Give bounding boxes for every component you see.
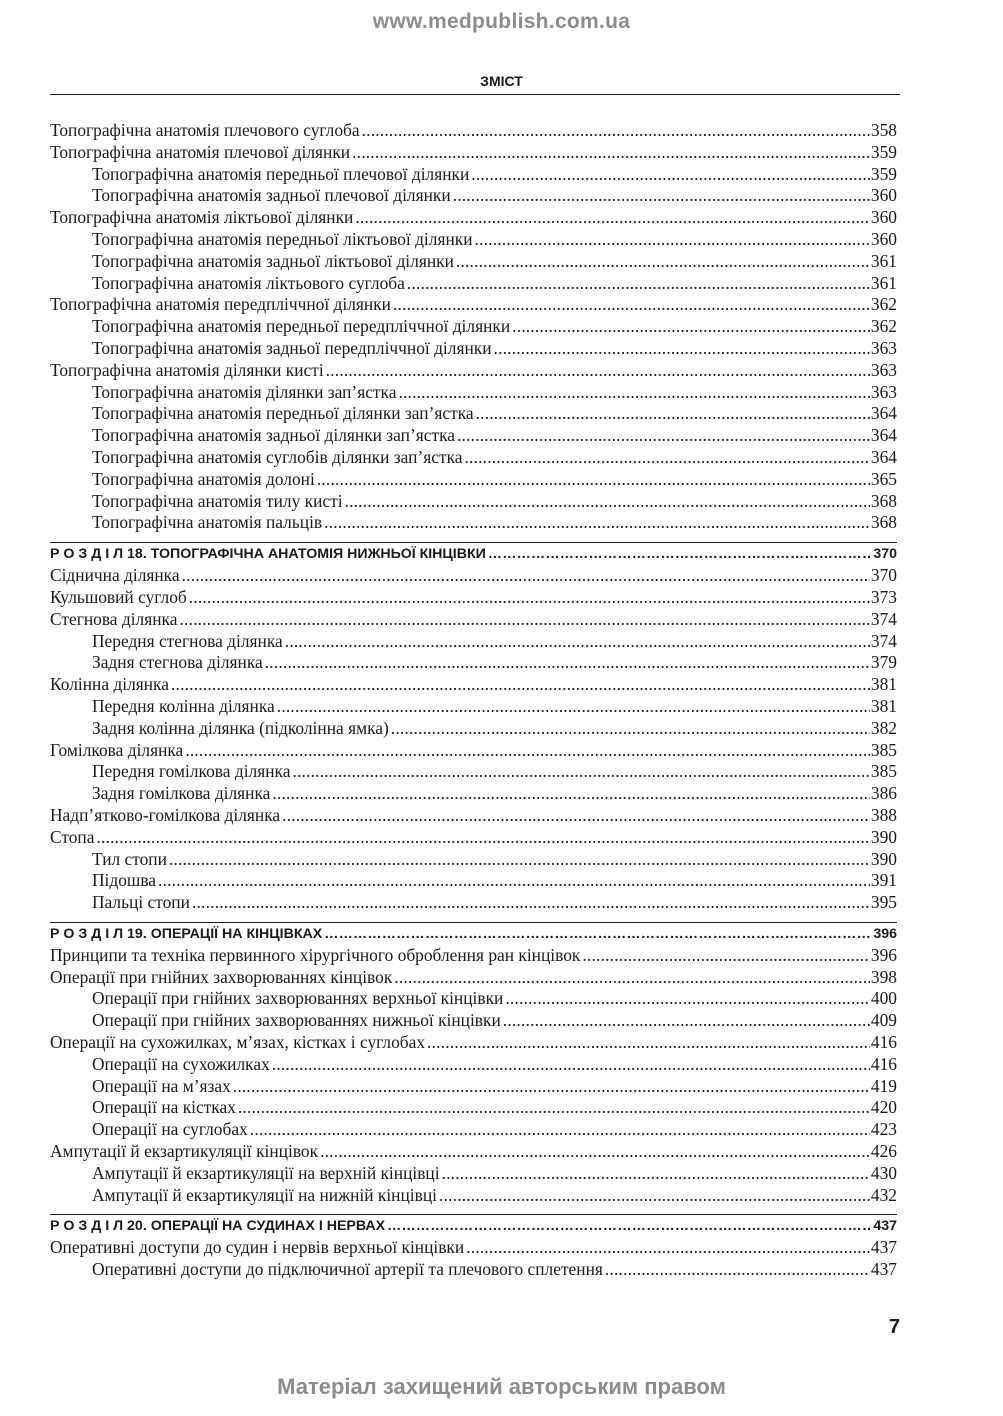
toc-entry [50,120,897,142]
toc-page-number: 390 [870,826,897,847]
toc-dot-leader [427,1032,870,1054]
toc-entry-title: Топографічна анатомія тилу кисті [92,490,343,511]
toc-dot-leader [317,469,870,491]
toc-page-number: 420 [870,1097,897,1118]
toc-page-number: 385 [870,761,897,782]
toc-entry-title: Топографічна анатомія ліктьового суглоба [92,272,405,293]
toc-dot-leader [179,609,869,631]
toc-entry-title: Передня стегнова ділянка [92,630,283,651]
toc-dot-leader [192,892,870,914]
toc-page-number: 361 [870,272,897,293]
toc-dot-leader [475,229,870,251]
toc-page-number: 361 [870,250,897,271]
toc-entry [50,294,897,316]
toc-entry-title: Топографічна анатомія ділянки зап’ястка [92,381,397,402]
toc-entry-title: Топографічна анатомія ліктьової ділянки [50,207,354,228]
toc-dot-leader [345,491,870,513]
toc-subentry [50,403,897,425]
toc-entry-title: Передня гомілкова ділянка [92,761,291,782]
toc-subentry [50,1054,897,1076]
toc-dot-leader [391,718,870,740]
toc-dot-leader [503,1010,870,1032]
toc-entry-title: Операції на кістках [92,1097,236,1118]
toc-entry-title: Операції на м’язах [92,1075,231,1096]
toc-page-number: 360 [870,228,897,249]
toc-dot-leader [169,849,870,871]
toc-page-number: 362 [870,294,897,315]
toc-page-number: 416 [870,1053,897,1074]
toc-entry [50,360,897,382]
toc-subentry [50,491,897,513]
toc-subentry [50,652,897,674]
toc-page-number: 396 [870,944,897,965]
toc-page-number: 396 [873,925,897,942]
page-number: 7 [888,1316,900,1338]
toc-entry-title: Топографічна анатомія плечової ділянки [50,141,351,162]
toc-entry-title: Р О З Д І Л 18. ТОПОГРАФІЧНА АНАТОМІЯ НИЖНЬОЇ КІНЦІВКИ [50,546,486,563]
toc-subentry [50,988,897,1010]
toc-entry-title: Оперативні доступи до підключичної артерії та плечового сплетення [92,1259,603,1280]
toc-entry-title: Топографічна анатомія ділянки кисті [50,359,324,380]
toc-dot-leader [277,696,870,718]
toc-subentry [50,783,897,805]
toc-page-number: 359 [870,141,897,162]
toc-dot-leader [407,273,870,295]
toc-page-number: 437 [870,1237,897,1258]
toc-dot-leader [238,1097,870,1119]
toc-dot-leader [355,207,870,229]
toc-page-number: 426 [870,1141,897,1162]
toc-subentry [50,849,897,871]
toc-page-number: 391 [870,870,897,891]
toc-subentry [50,185,897,207]
toc-page-number: 368 [870,490,897,511]
toc-page-number: 398 [870,966,897,987]
toc-page-number: 379 [870,652,897,673]
toc-page-number: 381 [870,674,897,695]
toc-entry [50,142,897,164]
toc-subentry [50,761,897,783]
toc-entry-title: Топографічна анатомія передньої ділянки зап’ястка [92,403,474,424]
toc-dot-leader [282,805,870,827]
toc-dot-leader [352,142,870,164]
toc-page-number: 388 [870,804,897,825]
toc-entry [50,609,897,631]
toc-subentry [50,631,897,653]
toc-subentry [50,696,897,718]
toc-entry-title: Сіднична ділянка [50,565,180,586]
toc-page-number: 363 [870,337,897,358]
toc-dot-leader [398,382,869,404]
toc-entry-title: Топографічна анатомія задньої ліктьової ділянки [92,250,454,271]
toc-entry [50,674,897,696]
toc-entry [50,1237,897,1259]
toc-subentry [50,718,897,740]
toc-entry-title: Топографічна анатомія передньої передпліччної ділянки [92,316,511,337]
toc-dot-leader [324,923,872,945]
toc-dot-leader [456,251,870,273]
toc-subentry [50,1185,897,1207]
toc-page-number: 360 [870,185,897,206]
toc-subentry [50,425,897,447]
toc-page-number: 432 [870,1184,897,1205]
toc-entry-title: Гомілкова ділянка [50,739,184,760]
toc-dot-leader [387,1215,872,1237]
toc-entry-title: Операції на сухожилках [92,1053,270,1074]
toc-page-number: 390 [870,848,897,869]
toc-page-number: 437 [870,1259,897,1280]
toc-entry-title: Тил стопи [92,848,167,869]
toc-subentry [50,1259,897,1281]
toc-page-number: 386 [870,783,897,804]
toc-dot-leader [326,360,870,382]
toc-entry-title: Топографічна анатомія плечового суглоба [50,120,360,140]
toc-dot-leader [158,870,870,892]
toc-dot-leader [457,425,870,447]
toc-entry-title: Операції при гнійних захворюваннях нижньої кінцівки [92,1010,501,1031]
toc-page-number: 370 [870,565,897,586]
toc-page-number: 364 [870,403,897,424]
table-of-contents [50,120,897,1281]
toc-entry-title: Оперативні доступи до судин і нервів верхньої кінцівки [50,1237,465,1258]
toc-dot-leader [272,783,870,805]
toc-entry [50,1032,897,1054]
toc-dot-leader [285,631,870,653]
toc-entry [50,587,897,609]
toc-page-number: 358 [870,120,897,140]
toc-entry-title: Пальці стопи [92,892,190,913]
toc-page-number: 362 [870,316,897,337]
toc-subentry [50,1163,897,1185]
toc-dot-leader [505,988,870,1010]
toc-page-number: 419 [870,1075,897,1096]
toc-entry [50,827,897,849]
toc-dot-leader [233,1076,870,1098]
toc-entry-title: Ампутації й екзартикуляції на нижній кінцівці [92,1184,437,1205]
toc-subentry [50,1119,897,1141]
toc-dot-leader [442,1163,870,1185]
toc-section-heading [50,542,897,565]
toc-entry-title: Топографічна анатомія пальців [92,512,323,533]
toc-entry-title: Принципи та техніка первинного хірургічного оброблення ран кінцівок [50,944,581,965]
toc-subentry [50,164,897,186]
toc-dot-leader [171,674,870,696]
toc-page-number: 364 [870,446,897,467]
toc-page-number: 381 [870,695,897,716]
toc-page-number: 373 [870,586,897,607]
toc-subentry [50,382,897,404]
toc-dot-leader [250,1119,870,1141]
toc-subentry [50,251,897,273]
toc-dot-leader [605,1259,870,1281]
toc-entry-title: Стопа [50,826,95,847]
toc-dot-leader [320,1141,870,1163]
toc-subentry [50,316,897,338]
toc-entry [50,945,897,967]
toc-page-number: 409 [870,1010,897,1031]
toc-entry [50,805,897,827]
toc-entry-title: Топографічна анатомія передньої плечової ділянки [92,163,470,184]
toc-entry-title: Операції на суглобах [92,1119,248,1140]
toc-dot-leader [453,185,870,207]
toc-subentry [50,447,897,469]
toc-entry-title: Р О З Д І Л 19. ОПЕРАЦІЇ НА КІНЦІВКАХ [50,925,323,942]
watermark-bottom: Матеріал захищений авторським правом [277,1374,726,1399]
toc-entry-title: Топографічна анатомія долоні [92,468,315,489]
toc-entry [50,565,897,587]
toc-dot-leader [466,1237,870,1259]
toc-page-number: 437 [873,1218,897,1235]
toc-dot-leader [265,652,870,674]
toc-entry [50,967,897,989]
toc-page-number: 365 [870,468,897,489]
toc-entry-title: Задня гомілкова ділянка [92,783,271,804]
toc-dot-leader [471,164,870,186]
toc-section-heading [50,922,897,945]
toc-page-number: 400 [870,988,897,1009]
toc-entry [50,1141,897,1163]
toc-subentry [50,1097,897,1119]
toc-dot-leader [393,294,870,316]
toc-dot-leader [182,565,870,587]
toc-dot-leader [488,543,872,565]
toc-entry-title: Операції при гнійних захворюваннях верхньої кінцівки [92,988,504,1009]
toc-entry [50,207,897,229]
toc-page-number: 385 [870,739,897,760]
toc-dot-leader [185,740,870,762]
toc-page-number: 363 [870,381,897,402]
toc-dot-leader [494,338,870,360]
toc-subentry [50,892,897,914]
toc-entry-title: Топографічна анатомія задньої ділянки зап’ястка [92,425,455,446]
toc-entry-title: Топографічна анатомія задньої передпліччної ділянки [92,337,492,358]
toc-page-number: 368 [870,512,897,533]
toc-subentry [50,512,897,534]
toc-subentry [50,870,897,892]
running-head: ЗМІСТ [480,73,523,89]
toc-page-number: 416 [870,1032,897,1053]
toc-entry-title: Ампутації й екзартикуляції на верхній кінцівці [92,1162,440,1183]
toc-subentry [50,1076,897,1098]
toc-page-number: 382 [870,717,897,738]
toc-entry-title: Задня колінна ділянка (підколінна ямка) [92,717,389,738]
toc-entry [50,740,897,762]
toc-page-number: 423 [870,1119,897,1140]
toc-entry-title: Топографічна анатомія передньої ліктьової ділянки [92,228,473,249]
toc-section-heading [50,1214,897,1237]
watermark-top: www.medpublish.com.ua [372,10,631,33]
toc-entry-title: Колінна ділянка [50,674,169,695]
toc-dot-leader [324,512,870,534]
toc-page-number: 374 [870,608,897,629]
toc-subentry [50,1010,897,1032]
toc-subentry [50,338,897,360]
toc-entry-title: Передня колінна ділянка [92,695,275,716]
toc-entry-title: Задня стегнова ділянка [92,652,263,673]
toc-subentry [50,469,897,491]
toc-entry-title: Операції на сухожилках, м’язах, кістках і суглобах [50,1032,426,1053]
toc-dot-leader [394,967,870,989]
toc-entry-title: Стегнова ділянка [50,608,178,629]
toc-dot-leader [189,587,870,609]
toc-page-number: 363 [870,359,897,380]
toc-entry-title: Операції при гнійних захворюваннях кінцівок [50,966,393,987]
toc-dot-leader [272,1054,870,1076]
toc-entry-title: Підошва [92,870,157,891]
toc-page-number: 360 [870,207,897,228]
toc-entry-title: Топографічна анатомія задньої плечової ділянки [92,185,451,206]
toc-dot-leader [96,827,869,849]
toc-dot-leader [582,945,870,967]
toc-entry-title: Топографічна анатомія суглобів ділянки зап’ястка [92,446,463,467]
toc-page-number: 370 [873,546,897,563]
toc-dot-leader [292,761,869,783]
toc-entry-title: Топографічна анатомія передпліччної ділянки [50,294,391,315]
toc-entry-title: Надп’ятково-гомілкова ділянка [50,804,281,825]
toc-page-number: 359 [870,163,897,184]
toc-subentry [50,229,897,251]
toc-subentry [50,273,897,295]
toc-dot-leader [464,447,869,469]
toc-dot-leader [512,316,870,338]
toc-page-number: 430 [870,1162,897,1183]
toc-page-number: 395 [870,892,897,913]
header-rule [50,94,900,95]
toc-page-number: 364 [870,425,897,446]
toc-dot-leader [362,120,870,142]
toc-entry-title: Ампутації й екзартикуляції кінцівок [50,1141,319,1162]
toc-dot-leader [439,1185,870,1207]
toc-entry-title: Р О З Д І Л 20. ОПЕРАЦІЇ НА СУДИНАХ І НЕРВАХ [50,1218,386,1235]
toc-page-number: 374 [870,630,897,651]
toc-dot-leader [476,403,870,425]
toc-entry-title: Кульшовий суглоб [50,586,187,607]
